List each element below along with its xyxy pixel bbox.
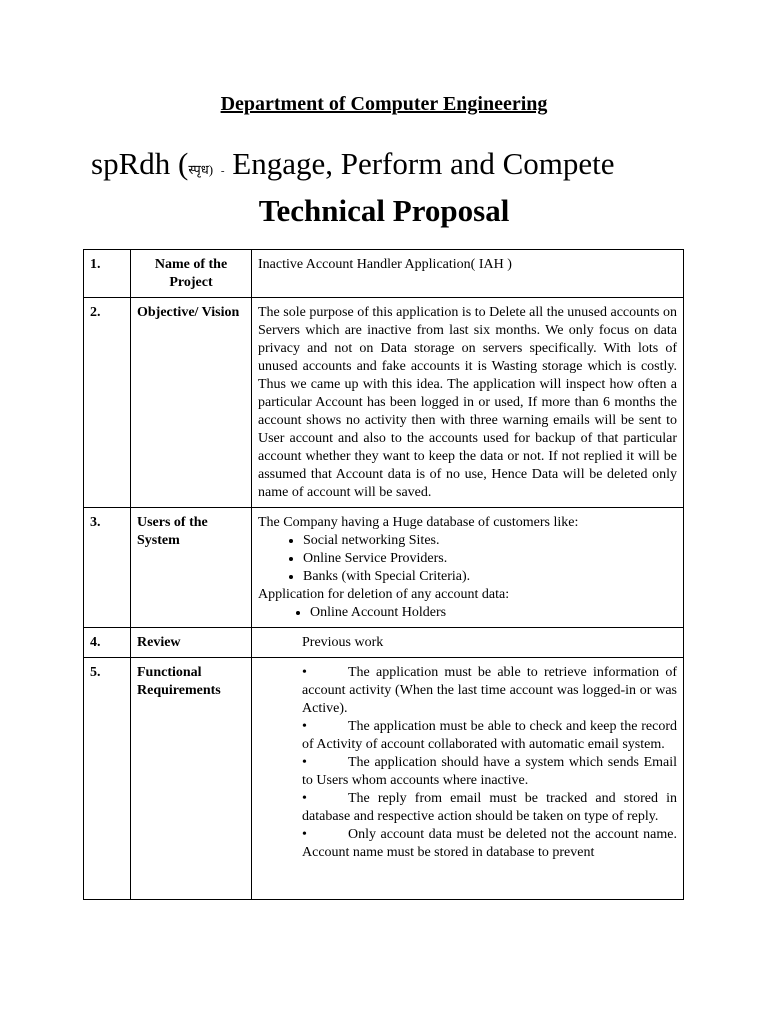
requirement-item: • Only account data must be deleted not the account name. Account name must be stored in database to prevent <box>302 827 677 860</box>
row-label: Users of the System <box>131 508 252 628</box>
table-row <box>84 658 684 900</box>
row-content: The sole purpose of this application is to Delete all the unused accounts on Servers which are inactive from last six months. We only focus on data privacy and not on Data storage on servers specifically. With lots of unused accounts and fake accounts it is Wasting storage which is costly. Thus we came up with this idea. The application will inspect how often a particular Account has been logged in or used, If more than 6 months the account shows no activity then with three warning emails will be sent to User account and also to the accounts used for backup of that particular account whether they want to keep the data or not. If not replied it will be assumed that Account data is of no use, Hence Data will be deleted only name of account will be saved. <box>252 298 684 508</box>
row-number: 3. <box>84 508 131 628</box>
list-item: • Online Service Providers. <box>303 550 677 568</box>
row-number: 5. <box>84 658 131 900</box>
row-label: Functional Requirements <box>131 658 252 900</box>
event-line <box>91 146 615 182</box>
bullet-icon: • <box>302 719 307 734</box>
bullet-icon: • <box>302 665 307 680</box>
row-label: Objective/ Vision <box>131 298 252 508</box>
row-number: 2. <box>84 298 131 508</box>
table-row <box>84 250 684 298</box>
event-paren: ) <box>208 162 214 177</box>
row-label: Name of the Project <box>131 250 252 298</box>
requirement-item: • The application must be able to check and keep the record of Activity of account collaborated with automatic email system. <box>302 719 677 752</box>
event-name: spRdh ( <box>91 146 189 181</box>
requirement-item: • The application should have a system which sends Email to Users whom accounts where inactive. <box>302 755 677 788</box>
users-intro: The Company having a Huge database of customers like: <box>258 515 579 530</box>
event-tagline: Engage, Perform and Compete <box>232 146 615 181</box>
row-content: Previous work <box>252 628 684 658</box>
list-item: • Social networking Sites. <box>303 532 677 550</box>
bullet-icon: • <box>302 755 307 770</box>
event-dash: - <box>220 165 225 177</box>
row-content <box>252 658 684 900</box>
users-list-2 <box>258 604 677 622</box>
document-title: Technical Proposal <box>258 193 510 228</box>
row-number: 4. <box>84 628 131 658</box>
row-content <box>252 508 684 628</box>
table-row <box>84 628 684 658</box>
requirement-item: • The application must be able to retrieve information of account activity (When the last time account was logged-in or was Active). <box>302 665 677 716</box>
bullet-icon: • <box>302 827 307 842</box>
list-item: • Banks (with Special Criteria). <box>303 568 677 586</box>
users-intro-2: Application for deletion of any account data: <box>258 587 510 602</box>
proposal-table <box>83 249 684 900</box>
list-item: • Online Account Holders <box>310 604 677 622</box>
table-row <box>84 508 684 628</box>
row-content: Inactive Account Handler Application( IAH ) <box>252 250 684 298</box>
row-label: Review <box>131 628 252 658</box>
department-heading: Department of Computer Engineering <box>220 93 548 115</box>
event-script: स्पृध <box>188 162 209 177</box>
users-list <box>258 532 677 586</box>
bullet-icon: • <box>302 791 307 806</box>
requirement-item: • The reply from email must be tracked and stored in database and respective action should be taken on type of reply. <box>302 791 677 824</box>
table-row <box>84 298 684 508</box>
row-number: 1. <box>84 250 131 298</box>
